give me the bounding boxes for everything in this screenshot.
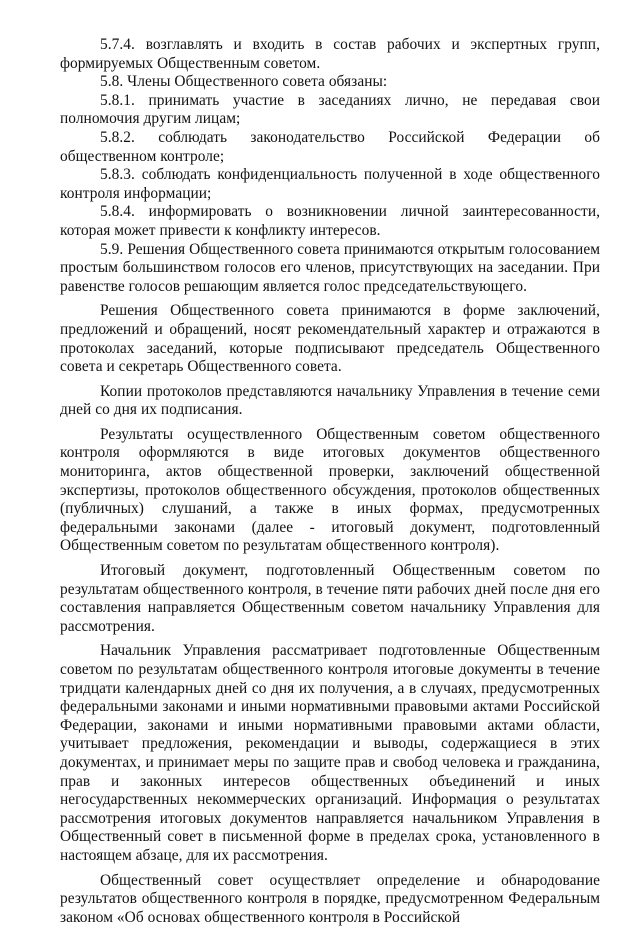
- paragraph-5-8-4: 5.8.4. информировать о возникновении личной заинтересованности, которая может привести к конфликту интересов.: [60, 203, 600, 239]
- paragraph-5-9: 5.9. Решения Общественного совета принимаются открытым голосованием простым большинством голосов его членов, присутствующих на заседании. При равенстве голосов решающим является голос председательствующего.: [60, 240, 600, 295]
- paragraph-5-8-3: 5.8.3. соблюдать конфиденциальность полученной в ходе общественного контроля информации;: [60, 166, 600, 202]
- paragraph-head-review: Начальник Управления рассматривает подготовленные Общественным советом по результатам общественного контроля итоговые документы в течение тридцати календарных дней со дня их получения, а в случаях, предусмотренных федеральными законами и иными нормативными правовыми актами Российской Федерации, законами и иными нормативными правовыми актами области, учитывает предложения, рекомендации и выводы, содержащиеся в этих документах, и принимает меры по защите прав и свобод человека и гражданина, прав и законных интересов общественных объединений и иных негосударственных некоммерческих организаций. Информация о результатах рассмотрения итоговых документов направляется начальником Управления в Общественный совет в письменной форме в пределах срока, установленного в настоящем абзаце, для их рассмотрения.: [60, 642, 600, 864]
- paragraph-5-8-1: 5.8.1. принимать участие в заседаниях лично, не передавая свои полномочия другим лицам;: [60, 91, 600, 128]
- paragraph-decisions: Решения Общественного совета принимаются в форме заключений, предложений и обращений, носят рекомендательный характер и отражаются в протоколах заседаний, которые подписывают председатель Общественного совета и секретарь Общественного совета.: [60, 302, 600, 376]
- paragraph-protocol-copies: Копии протоколов представляются начальнику Управления в течение семи дней со дня их подписания.: [60, 382, 600, 419]
- paragraph-5-7-4: 5.7.4. возглавлять и входить в состав рабочих и экспертных групп, формируемых Общественным советом.: [60, 36, 600, 72]
- paragraph-5-8-2: 5.8.2. соблюдать законодательство Российской Федерации об общественном контроле;: [60, 128, 600, 165]
- document-body: [60, 36, 600, 927]
- paragraph-5-8: 5.8. Члены Общественного совета обязаны:: [100, 73, 388, 91]
- paragraph-publication: Общественный совет осуществляет определение и обнародование результатов общественного контроля в порядке, предусмотренном Федеральным законом «Об основах общественного контроля в Российской: [60, 871, 600, 926]
- paragraph-control-results: Результаты осуществленного Общественным советом общественного контроля оформляются в виде итоговых документов общественного мониторинга, актов общественной проверки, заключений общественной экспертизы, протоколов общественного обсуждения, протоколов общественных (публичных) слушаний, а также в иных формах, предусмотренных федеральными законами (далее - итоговый документ, подготовленный Общественным советом по результатам общественного контроля).: [60, 425, 600, 555]
- paragraph-final-document: Итоговый документ, подготовленный Общественным советом по результатам общественного контроля, в течение пяти рабочих дней после дня его составления направляется Общественным советом начальнику Управления для рассмотрения.: [60, 562, 600, 635]
